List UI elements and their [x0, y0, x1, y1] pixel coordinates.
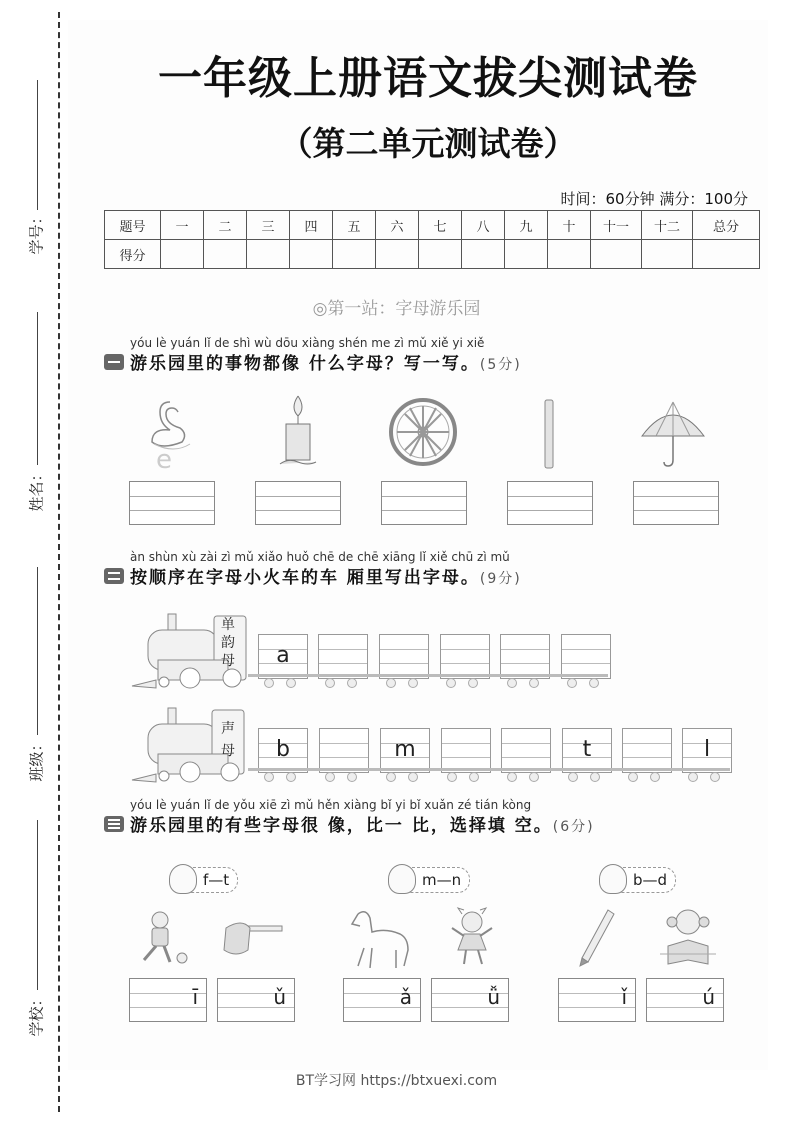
- umbrella-icon: [638, 398, 708, 468]
- train-car[interactable]: [440, 634, 490, 679]
- wheel: [408, 772, 418, 782]
- score-cell[interactable]: [290, 240, 333, 269]
- vowel-hint: ǔ: [273, 985, 286, 1009]
- score-table-score-row: [105, 240, 760, 269]
- wheel: [589, 678, 599, 688]
- table-header-cell: 十一: [591, 211, 642, 240]
- score-cell[interactable]: [642, 240, 693, 269]
- table-header-cell: 八: [462, 211, 505, 240]
- wheel: [529, 678, 539, 688]
- name-line[interactable]: [37, 312, 38, 465]
- answer-box[interactable]: [343, 978, 421, 1022]
- wheel: [264, 678, 274, 688]
- score-cell[interactable]: [419, 240, 462, 269]
- candle-icon: [278, 392, 318, 472]
- question-number-badge-3: [104, 816, 124, 832]
- wheel: [347, 678, 357, 688]
- lightbulb-icon: [388, 864, 416, 894]
- wheel: [469, 772, 479, 782]
- engine-label: 单韵母: [221, 617, 235, 669]
- hint-bubble: [606, 867, 676, 893]
- train-car[interactable]: [441, 728, 491, 773]
- hint-text: f—t: [203, 871, 230, 889]
- table-header-cell: 十二: [642, 211, 693, 240]
- watermark-footer: BT学习网 https://btxuexi.com: [295, 1073, 498, 1089]
- train-engine-icon: [128, 608, 258, 692]
- wheel: [567, 678, 577, 688]
- score-table-header-row: [105, 211, 760, 240]
- car-letter: t: [582, 737, 592, 762]
- page-title: 一年级上册语文拔尖测试卷: [158, 53, 698, 104]
- school-line[interactable]: [37, 820, 38, 990]
- wheel: [468, 678, 478, 688]
- wheel: [408, 678, 418, 688]
- question-2: [104, 550, 684, 586]
- answer-box-3[interactable]: [381, 481, 467, 525]
- class-label: 班级：: [27, 736, 46, 782]
- lightbulb-icon: [169, 864, 197, 894]
- vowel-hint: ǐ: [621, 985, 627, 1009]
- wheel: [286, 772, 296, 782]
- score-cell[interactable]: [505, 240, 548, 269]
- car-letter: b: [276, 737, 290, 762]
- question-score: (6分): [552, 819, 595, 835]
- train-car[interactable]: [682, 728, 732, 773]
- score-cell[interactable]: [204, 240, 247, 269]
- question-text: [130, 349, 522, 374]
- train-car[interactable]: [562, 728, 612, 773]
- train-coupler: [248, 674, 608, 677]
- vowel-hint: ǎ: [399, 985, 412, 1009]
- train-car[interactable]: [500, 634, 550, 679]
- table-header-cell: 一: [161, 211, 204, 240]
- running-boy-icon: [136, 910, 196, 966]
- question-text-body: 游乐园里的有些字母很 像，比一 比，选择填 空。: [130, 816, 553, 836]
- hint-bubble: [395, 867, 470, 893]
- train-car[interactable]: [561, 634, 611, 679]
- answer-box[interactable]: [431, 978, 509, 1022]
- school-label: 学校：: [27, 991, 46, 1037]
- table-header-cell: 九: [505, 211, 548, 240]
- car-letter: a: [276, 643, 290, 668]
- hint-bubble: [176, 867, 238, 893]
- wheel: [325, 772, 335, 782]
- table-header-cell: 七: [419, 211, 462, 240]
- question-pinyin: àn shùn xù zài zì mǔ xiǎo huǒ chē de chē xiāng lǐ xiě chū zì mǔ: [130, 550, 510, 564]
- wheel: [325, 678, 335, 688]
- question-text: [130, 811, 595, 836]
- axe-icon: [222, 918, 286, 962]
- score-cell[interactable]: [462, 240, 505, 269]
- train-car[interactable]: [258, 728, 308, 773]
- class-line[interactable]: [37, 567, 38, 735]
- table-header-cell: 四: [290, 211, 333, 240]
- wheel: [507, 772, 517, 782]
- exam-meta: 时间：60分钟 满分：100分: [560, 190, 748, 208]
- wheel: [529, 772, 539, 782]
- page-subtitle: （第二单元测试卷）: [279, 124, 577, 163]
- wheel: [628, 772, 638, 782]
- car-letter: m: [394, 737, 416, 762]
- wheel: [446, 678, 456, 688]
- question-text-body: 按顺序在字母小火车的车 厢里写出字母。: [130, 568, 480, 588]
- question-score: (9分): [479, 571, 522, 587]
- score-cell[interactable]: [247, 240, 290, 269]
- name-label: 姓名：: [27, 466, 46, 512]
- girl-icon: [450, 906, 494, 968]
- wheel: [710, 772, 720, 782]
- answer-box[interactable]: [558, 978, 636, 1022]
- wheel: [264, 772, 274, 782]
- vowel-hint: ǚ: [487, 985, 500, 1009]
- score-cell[interactable]: [376, 240, 419, 269]
- wheel: [650, 772, 660, 782]
- train-coupler: [248, 768, 730, 771]
- table-header-cell: 六: [376, 211, 419, 240]
- answer-box-1[interactable]: [129, 481, 215, 525]
- pencil-icon: [576, 906, 616, 968]
- student-id-label: 学号：: [27, 209, 46, 255]
- answer-box-5[interactable]: [633, 481, 719, 525]
- wheel: [507, 678, 517, 688]
- answer-box[interactable]: [217, 978, 295, 1022]
- table-header-cell: 二: [204, 211, 247, 240]
- answer-box-4[interactable]: [507, 481, 593, 525]
- question-text: [130, 563, 522, 588]
- answer-box-2[interactable]: [255, 481, 341, 525]
- swan-icon: [140, 392, 200, 472]
- total-score-cell[interactable]: [693, 240, 760, 269]
- train-car[interactable]: [380, 728, 430, 773]
- score-cell[interactable]: [333, 240, 376, 269]
- hint-text: b—d: [633, 871, 668, 889]
- student-id-line[interactable]: [37, 80, 38, 210]
- train-car[interactable]: [318, 634, 368, 679]
- question-number-badge-2: [104, 568, 124, 584]
- engine-label: 声母: [221, 721, 235, 759]
- vowel-hint: ī: [192, 985, 198, 1009]
- wheel: [568, 772, 578, 782]
- train-car[interactable]: [258, 634, 308, 679]
- wheel: [347, 772, 357, 782]
- section-heading: ◎第一站：字母游乐园: [312, 299, 481, 319]
- score-table: [104, 210, 760, 269]
- table-header-cell: 十: [548, 211, 591, 240]
- answer-box[interactable]: [646, 978, 724, 1022]
- answer-box[interactable]: [129, 978, 207, 1022]
- table-row-label: 得分: [105, 240, 161, 269]
- question-3: [104, 798, 724, 834]
- wheel: [386, 678, 396, 688]
- score-cell[interactable]: [161, 240, 204, 269]
- train-engine-icon: [128, 702, 258, 786]
- question-number-badge-1: [104, 354, 124, 370]
- score-cell[interactable]: [548, 240, 591, 269]
- question-pinyin: yóu lè yuán lǐ de shì wù dōu xiàng shén me zì mǔ xiě yi xiě: [130, 336, 485, 350]
- table-header-cell: 五: [333, 211, 376, 240]
- wheel: [590, 772, 600, 782]
- table-header-cell: 题号: [105, 211, 161, 240]
- train-car[interactable]: [622, 728, 672, 773]
- cut-line: [58, 12, 60, 1112]
- question-pinyin: yóu lè yuán lǐ de yǒu xiē zì mǔ hěn xiàng bǐ yi bǐ xuǎn zé tián kòng: [130, 798, 532, 812]
- score-cell[interactable]: [591, 240, 642, 269]
- train-car[interactable]: [319, 728, 369, 773]
- table-header-cell: 总分: [693, 211, 760, 240]
- vowel-hint: ú: [702, 985, 715, 1009]
- question-1: [104, 336, 664, 372]
- train-car[interactable]: [501, 728, 551, 773]
- wheel: [286, 678, 296, 688]
- question-score: (5分): [479, 357, 522, 373]
- wheel-icon: [388, 397, 458, 467]
- table-header-cell: 三: [247, 211, 290, 240]
- question-text-body: 游乐园里的事物都像 什么字母？写一写。: [130, 354, 480, 374]
- train-car[interactable]: [379, 634, 429, 679]
- wheel: [447, 772, 457, 782]
- hint-text: m—n: [422, 871, 462, 889]
- stick-icon: [542, 398, 556, 470]
- car-letter: l: [703, 737, 711, 762]
- horse-icon: [348, 906, 412, 968]
- wheel: [688, 772, 698, 782]
- svg-text:e: e: [156, 445, 172, 472]
- wheel: [386, 772, 396, 782]
- reading-girl-icon: [660, 906, 716, 968]
- lightbulb-icon: [599, 864, 627, 894]
